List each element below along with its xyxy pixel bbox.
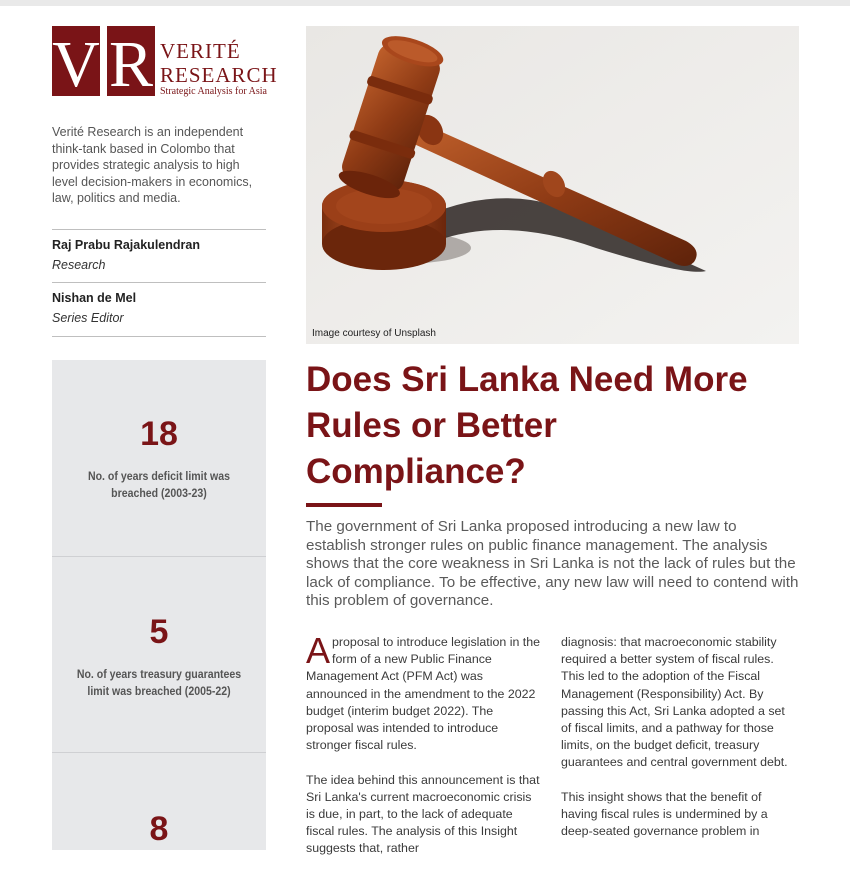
stat-block <box>52 612 266 699</box>
author-role: Research <box>52 258 106 272</box>
divider <box>52 229 266 230</box>
stat-block <box>52 414 266 501</box>
stat-label: No. of years deficit limit was breached (2003-23) <box>87 469 231 500</box>
logo-letter-v: V <box>52 28 100 96</box>
body-paragraph: diagnosis: that macroeconomic stability required a better system of fiscal rules. This led to the adoption of the Fiscal Management (Responsibility) Act. By passing this Act, Sri Lanka adopted a set of fiscal limits, and a pathway for those limits, on the budget deficit, treasury guarantees and central government debt. <box>561 635 788 770</box>
logo-word-research: RESEARCH <box>160 63 278 87</box>
top-border <box>0 0 850 6</box>
divider <box>52 336 266 337</box>
stat-value: 18 <box>140 415 178 453</box>
body-paragraph: This insight shows that the benefit of having fiscal rules is undermined by a deep-seated governance problem in <box>561 789 768 839</box>
body-column-2 <box>561 634 797 858</box>
body-paragraph <box>306 630 542 754</box>
body-column-1 <box>306 630 542 875</box>
stat-label: No. of years treasury guarantees limit was breached (2005-22) <box>76 667 242 698</box>
verite-research-logo[interactable] <box>52 26 278 98</box>
lede-paragraph: The government of Sri Lanka proposed introducing a new law to establish stronger rules on public finance management. The analysis shows that the core weakness in Sri Lanka is not the lack of rules but the lack of compliance. To be effective, any new law will need to contend with this problem of governance. <box>306 518 799 610</box>
stat-divider <box>52 556 266 557</box>
photo-credit: Image courtesy of Unsplash <box>312 328 436 339</box>
logo-letter-r: R <box>108 28 154 96</box>
page-title: Does Sri Lanka Need More Rules or Better Compliance? <box>306 360 748 491</box>
author-name: Raj Prabu Rajakulendran <box>52 238 200 252</box>
about-text: Verité Research is an independent think-tank based in Colombo that provides strategic analysis to high level decision-makers in economics, law, politics and media. <box>52 125 253 205</box>
stat-block <box>52 809 266 849</box>
stat-value: 8 <box>149 810 169 848</box>
key-stats-panel <box>52 360 266 850</box>
gavel-illustration <box>306 26 799 344</box>
stat-value: 5 <box>149 613 169 651</box>
logo-word-verite: VERITÉ <box>160 39 241 63</box>
drop-cap: A <box>306 630 331 671</box>
body-text: proposal to introduce legislation in the form of a new Public Finance Management Act (PFM Act) was announced in the amendment to the 2022 budget (interim budget 2022). The proposal was intended to introduce stronger fiscal rules. <box>306 635 541 753</box>
logo-tagline: Strategic Analysis for Asia <box>160 86 267 97</box>
body-paragraph: The idea behind this announcement is that Sri Lanka's current macroeconomic crisis is due, in part, to the lack of adequate fiscal rules. The analysis of this Insight suggests that, rather <box>306 772 540 856</box>
title-underline <box>306 503 382 507</box>
editor-role: Series Editor <box>52 311 124 325</box>
divider <box>52 282 266 283</box>
stat-divider <box>52 752 266 753</box>
gavel-photo <box>306 26 799 344</box>
editor-name: Nishan de Mel <box>52 291 137 305</box>
